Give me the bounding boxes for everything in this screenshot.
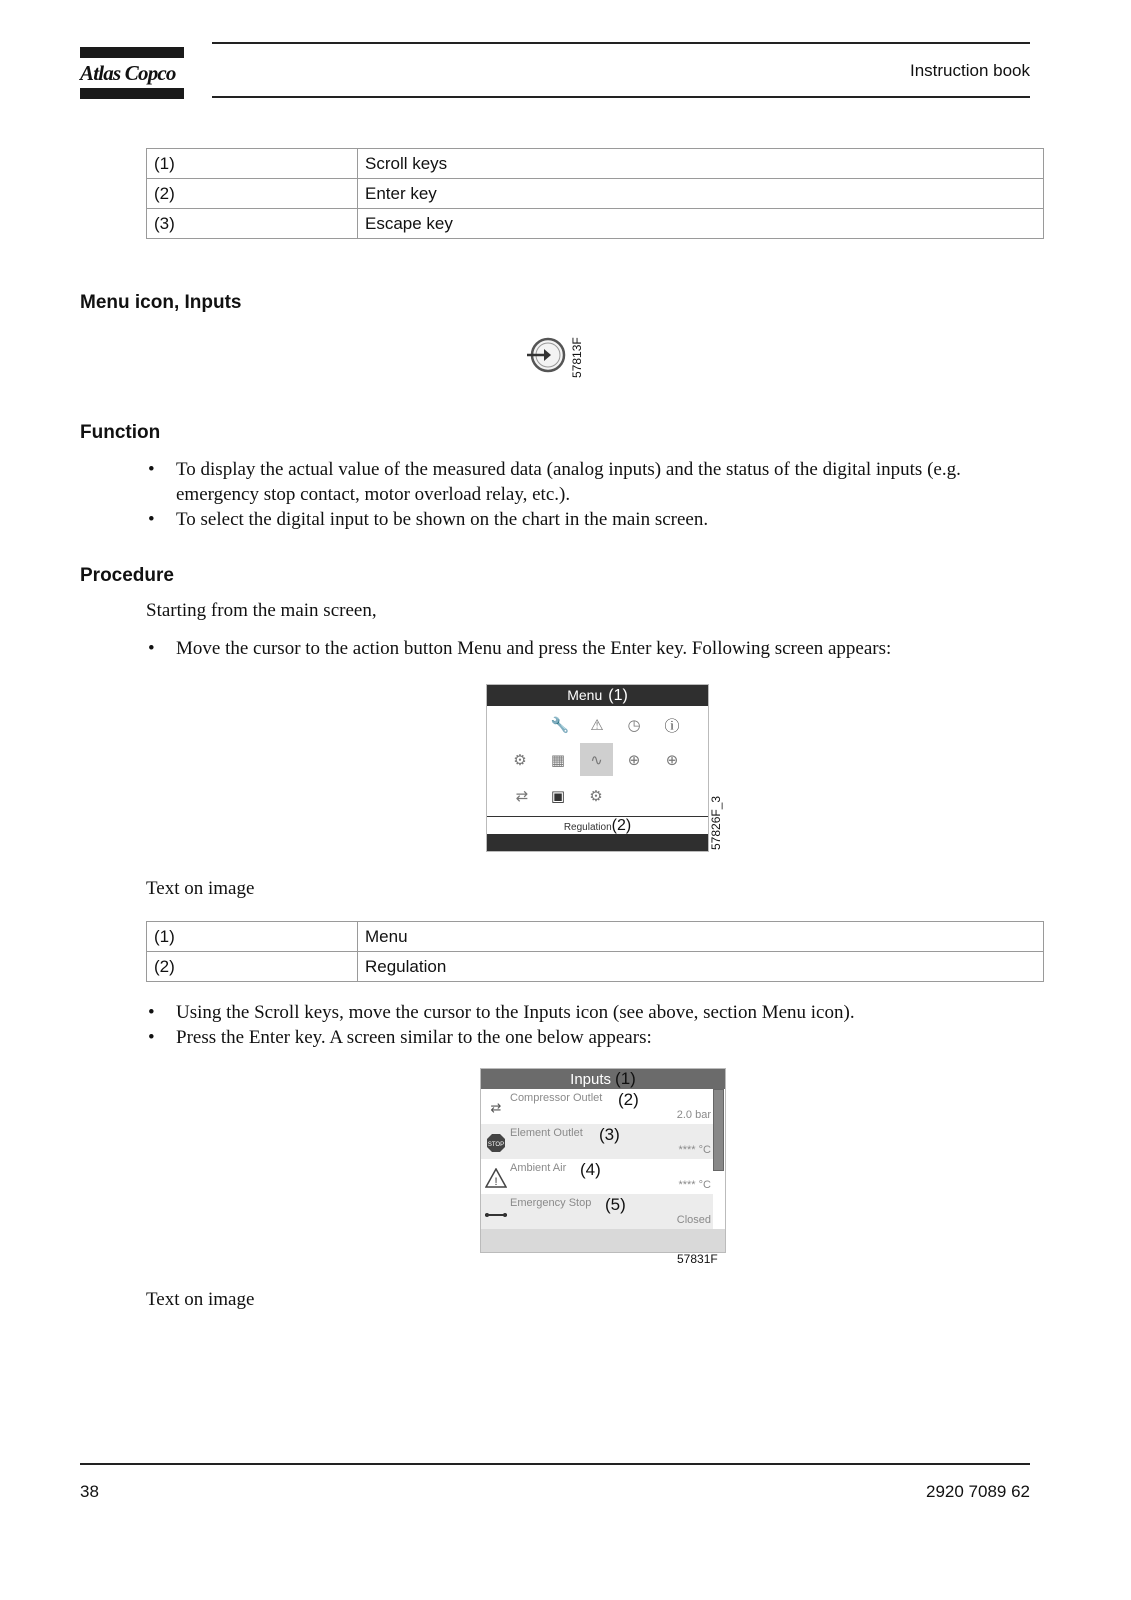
document-number: 2920 7089 62 bbox=[926, 1482, 1030, 1501]
logo-bar-bottom bbox=[80, 88, 184, 99]
input-ref: (3) bbox=[599, 1125, 620, 1144]
list-item bbox=[481, 1194, 713, 1229]
table-cell-text: Menu bbox=[358, 922, 1044, 952]
table-cell-ref: (3) bbox=[147, 209, 358, 239]
table-row bbox=[147, 209, 1044, 239]
inputs-screen-title: Inputs bbox=[570, 1071, 612, 1088]
header-rule-top bbox=[212, 42, 1030, 44]
table-row bbox=[147, 922, 1044, 952]
table-cell-text: Enter key bbox=[358, 179, 1044, 209]
header-rule-bottom bbox=[212, 96, 1030, 98]
logo-bar-top bbox=[80, 47, 184, 58]
input-name: Ambient Air bbox=[510, 1162, 567, 1174]
inputs-screen-bottom-bar bbox=[481, 1229, 725, 1252]
input-value: **** °C bbox=[678, 1144, 711, 1156]
settings-icon: ⚙ bbox=[589, 788, 603, 805]
input-name: Element Outlet bbox=[510, 1127, 583, 1139]
list-item bbox=[481, 1089, 713, 1124]
heading-menu-icon: Menu icon, Inputs bbox=[80, 292, 242, 313]
service-icon: ⚙ bbox=[513, 752, 527, 769]
outputs-icon: ⊕ bbox=[665, 752, 679, 769]
input-ref: (4) bbox=[580, 1160, 601, 1179]
atlas-copco-logo bbox=[80, 47, 184, 99]
input-value: 2.0 bar bbox=[676, 1109, 711, 1121]
table-cell-ref: (1) bbox=[147, 149, 358, 179]
input-name: Emergency Stop bbox=[510, 1197, 592, 1209]
footer-rule bbox=[80, 1463, 1030, 1465]
menu-screen-title-ref: (1) bbox=[608, 687, 628, 704]
menu-screen-figure bbox=[486, 684, 709, 852]
input-ref: (2) bbox=[618, 1090, 639, 1109]
menu-screen-status bbox=[487, 817, 708, 834]
menu-screen-titlebar bbox=[487, 685, 708, 706]
table-cell-text: Scroll keys bbox=[358, 149, 1044, 179]
inputs-menu-icon bbox=[524, 334, 570, 376]
input-ref: (5) bbox=[605, 1195, 626, 1214]
caption-text-on-image-1: Text on image bbox=[146, 878, 255, 899]
list-item: • To select the digital input to be shown on the chart in the main screen. bbox=[146, 507, 1026, 532]
heading-function: Function bbox=[80, 422, 161, 443]
table-cell-text: Escape key bbox=[358, 209, 1044, 239]
table-cell-ref: (2) bbox=[147, 952, 358, 982]
header-title: Instruction book bbox=[909, 61, 1030, 80]
menu-screen-title: Menu bbox=[567, 687, 603, 703]
svg-text:!: ! bbox=[494, 1176, 498, 1188]
scrollbar-thumb bbox=[713, 1089, 724, 1171]
warning-icon bbox=[484, 1168, 508, 1188]
contact-icon bbox=[484, 1203, 508, 1223]
list-item: • Press the Enter key. A screen similar to the one below appears: bbox=[146, 1025, 1026, 1050]
list-item: • Move the cursor to the action button Menu and press the Enter key. Following screen appears: bbox=[146, 636, 1026, 661]
procedure-bullet-list-2 bbox=[146, 1000, 1026, 1050]
figure-code-inputs-screen: 57831F bbox=[677, 1252, 718, 1266]
wrench-icon: 🔧 bbox=[550, 717, 570, 734]
list-item: • To display the actual value of the measured data (analog inputs) and the status of the digital inputs (e.g. emergency stop contact, motor overload relay, etc.). bbox=[146, 457, 1026, 507]
save-icon: ▣ bbox=[550, 788, 566, 805]
input-name: Compressor Outlet bbox=[510, 1092, 603, 1104]
procedure-bullet-list-1 bbox=[146, 636, 1026, 661]
menu-screen-status-text: Regulation bbox=[563, 822, 612, 833]
stop-icon bbox=[484, 1133, 508, 1153]
inputs-screen-titlebar bbox=[481, 1069, 725, 1089]
table-row bbox=[147, 952, 1044, 982]
procedure-intro: Starting from the main screen, bbox=[146, 600, 377, 621]
list-item: • Using the Scroll keys, move the cursor to the Inputs icon (see above, section Menu icon). bbox=[146, 1000, 1026, 1025]
event-history-icon: ⇄ bbox=[515, 788, 529, 805]
compressor-outlet-icon: ⇄ bbox=[490, 1100, 502, 1115]
function-bullet-list bbox=[146, 457, 1026, 532]
menu-screen-footbar bbox=[487, 834, 708, 851]
page-number: 38 bbox=[80, 1482, 99, 1501]
figure-code-menu-screen: 57826F_3 bbox=[709, 795, 723, 850]
heading-procedure: Procedure bbox=[80, 565, 174, 586]
info-icon: ⓘ bbox=[664, 717, 680, 735]
inputs-icon: ⊕ bbox=[627, 752, 641, 769]
timer-icon: ◷ bbox=[627, 717, 641, 734]
inputs-screen-title-ref: (1) bbox=[615, 1069, 636, 1088]
table-cell-ref: (2) bbox=[147, 179, 358, 209]
counter-icon: ▦ bbox=[550, 752, 566, 769]
menu-screen-status-ref: (2) bbox=[611, 817, 632, 834]
figure-code-menu-icon: 57813F bbox=[570, 337, 584, 378]
caption-text-on-image-2: Text on image bbox=[146, 1289, 255, 1310]
keys-table bbox=[146, 148, 1044, 239]
table-cell-text: Regulation bbox=[358, 952, 1044, 982]
logo-wordmark: Atlas Copco bbox=[80, 61, 176, 85]
menu-table bbox=[146, 921, 1044, 982]
svg-text:STOP: STOP bbox=[487, 1142, 505, 1148]
table-row bbox=[147, 179, 1044, 209]
input-value: **** °C bbox=[678, 1179, 711, 1191]
table-cell-ref: (1) bbox=[147, 922, 358, 952]
regulation-icon-selected: ∿ bbox=[580, 743, 613, 776]
list-item bbox=[481, 1159, 713, 1194]
input-value: Closed bbox=[676, 1214, 711, 1226]
table-row bbox=[147, 149, 1044, 179]
warning-wrench-icon: ⚠ bbox=[590, 717, 604, 734]
inputs-screen-figure bbox=[480, 1068, 726, 1253]
list-item bbox=[481, 1124, 713, 1159]
